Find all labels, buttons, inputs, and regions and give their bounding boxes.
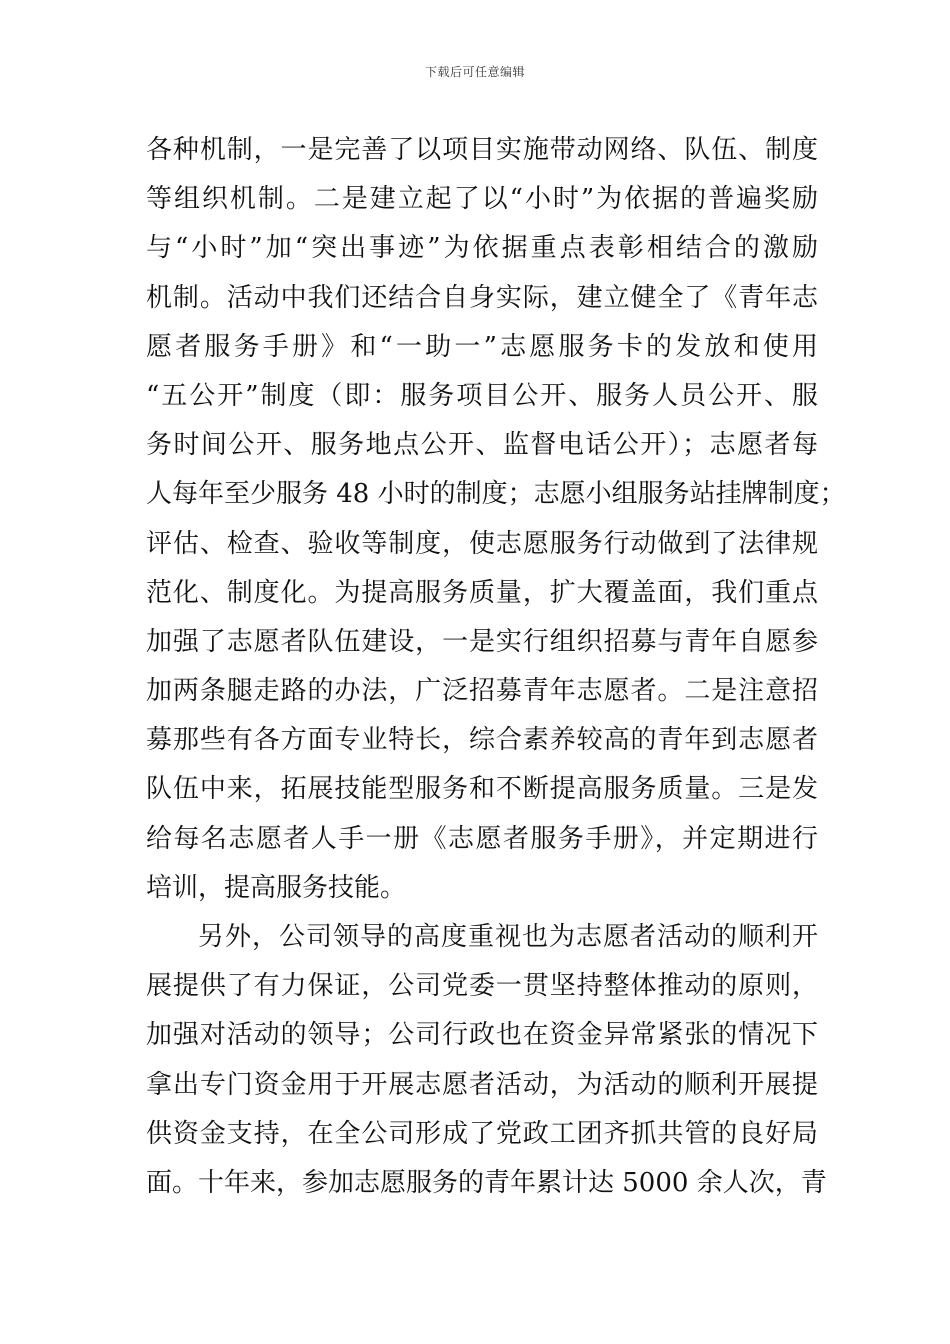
text-line: 培训，提高服务技能。 [146, 872, 407, 903]
text-line: 愿者服务手册》和“一助一”志愿服务卡的发放和使用 [146, 331, 818, 362]
text-line: 展提供了有力保证，公司党委一贯坚持整体推动的原则， [146, 971, 818, 1002]
document-body [146, 126, 846, 1208]
page-header: 下载后可任意编辑 [424, 65, 525, 79]
text-line: 范化、制度化。为提高服务质量，扩大覆盖面，我们重点 [146, 577, 818, 608]
text-line: 人每年至少服务 48 小时的制度；志愿小组服务站挂牌制度； [146, 479, 846, 510]
paragraph-1 [146, 126, 846, 913]
text-line: 务时间公开、服务地点公开、监督电话公开）；志愿者每 [146, 430, 818, 461]
text-line: 另外，公司领导的高度重视也为志愿者活动的顺利开 [198, 922, 818, 952]
text-line: 队伍中来，拓展技能型服务和不断提高服务质量。三是发 [146, 774, 818, 805]
text-line: 供资金支持，在全公司形成了党政工团齐抓共管的良好局 [146, 1118, 818, 1149]
text-line: 面。十年来，参加志愿服务的青年累计达 5000 余人次，青 [146, 1167, 827, 1198]
text-line: 等组织机制。二是建立起了以“小时”为依据的普遍奖励 [146, 184, 818, 215]
text-line: 与“小时”加“突出事迹”为依据重点表彰相结合的激励 [146, 233, 818, 264]
text-line: 给每名志愿者人手一册《志愿者服务手册》，并定期进行 [146, 823, 818, 854]
text-line: 评估、检查、验收等制度，使志愿服务行动做到了法律规 [146, 528, 818, 559]
paragraph-2 [146, 913, 827, 1208]
text-line: 加两条腿走路的办法，广泛招募青年志愿者。二是注意招 [146, 676, 818, 707]
text-line: 加强了志愿者队伍建设，一是实行组织招募与青年自愿参 [146, 626, 818, 657]
text-line: “五公开”制度（即：服务项目公开、服务人员公开、服 [146, 380, 818, 411]
text-line: 加强对活动的领导；公司行政也在资金异常紧张的情况下 [146, 1020, 818, 1051]
text-line: 拿出专门资金用于开展志愿者活动，为活动的顺利开展提 [146, 1069, 818, 1100]
text-line: 各种机制，一是完善了以项目实施带动网络、队伍、制度 [146, 135, 818, 165]
text-line: 募那些有各方面专业特长，综合素养较高的青年到志愿者 [146, 725, 818, 756]
text-line: 机制。活动中我们还结合自身实际，建立健全了《青年志 [146, 282, 818, 313]
